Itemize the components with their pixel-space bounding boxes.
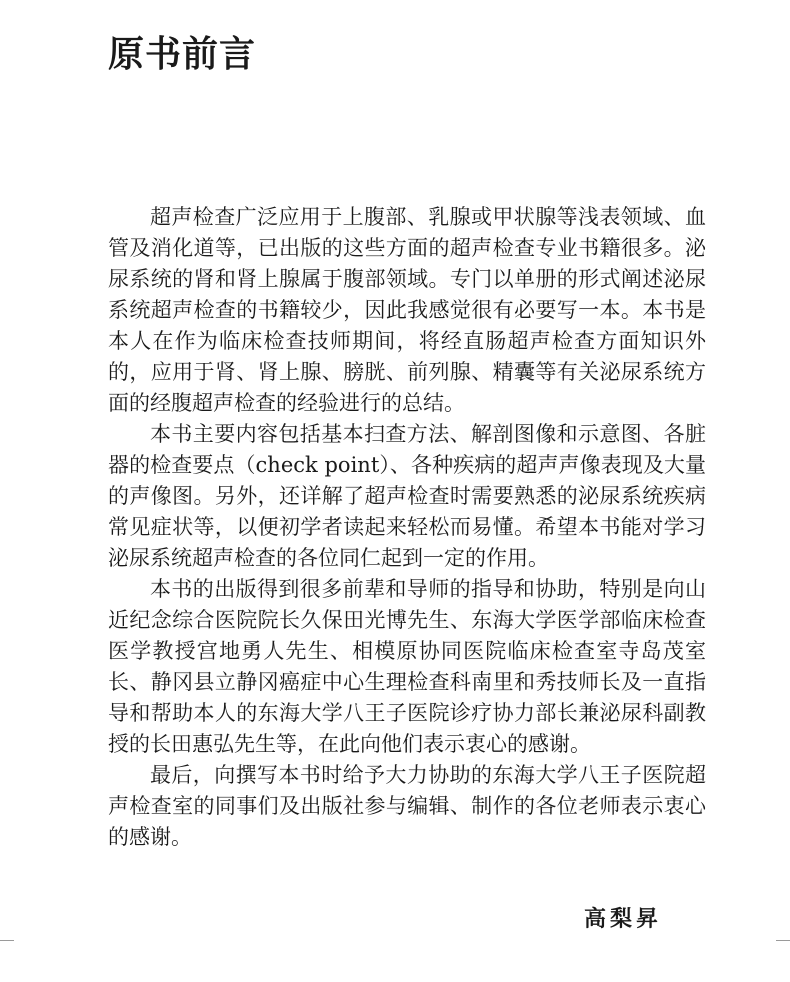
page-title: 原书前言 — [108, 34, 257, 75]
paragraph-3: 本书的出版得到很多前辈和导师的指导和协助，特别是向山近纪念综合医院院长久保田光博先生、东海大学医学部临床检查医学教授宫地勇人先生、相模原协同医院临床检查室寺岛茂室长、静冈县立静冈癌症中心生理检查科南里和秀技师长及一直指导和帮助本人的东海大学八王子医院诊疗协力部长兼泌尿科副教授的长田惠弘先生等，在此向他们表示衷心的感谢。 — [108, 577, 706, 756]
right-edge-mark — [776, 940, 790, 941]
paragraph-4: 最后，向撰写本书时给予大力协助的东海大学八王子医院超声检查室的同事们及出版社参与编辑、制作的各位老师表示衷心的感谢。 — [108, 763, 706, 849]
author-signature: 高梨昇 — [583, 906, 662, 932]
preface-body — [108, 202, 706, 853]
left-edge-mark — [0, 940, 14, 941]
paragraph-2: 本书主要内容包括基本扫查方法、解剖图像和示意图、各脏器的检查要点（check point）、各种疾病的超声声像表现及大量的声像图。另外，还详解了超声检查时需要熟悉的泌尿系统疾病常见症状等，以便初学者读起来轻松而易懂。希望本书能对学习泌尿系统超声检查的各位同仁起到一定的作用。 — [108, 422, 706, 570]
paragraph-1: 超声检查广泛应用于上腹部、乳腺或甲状腺等浅表领域、血管及消化道等，已出版的这些方面的超声检查专业书籍很多。泌尿系统的肾和肾上腺属于腹部领域。专门以单册的形式阐述泌尿系统超声检查的书籍较少，因此我感觉很有必要写一本。本书是本人在作为临床检查技师期间，将经直肠超声检查方面知识外的，应用于肾、肾上腺、膀胱、前列腺、精囊等有关泌尿系统方面的经腹超声检查的经验进行的总结。 — [108, 205, 706, 415]
